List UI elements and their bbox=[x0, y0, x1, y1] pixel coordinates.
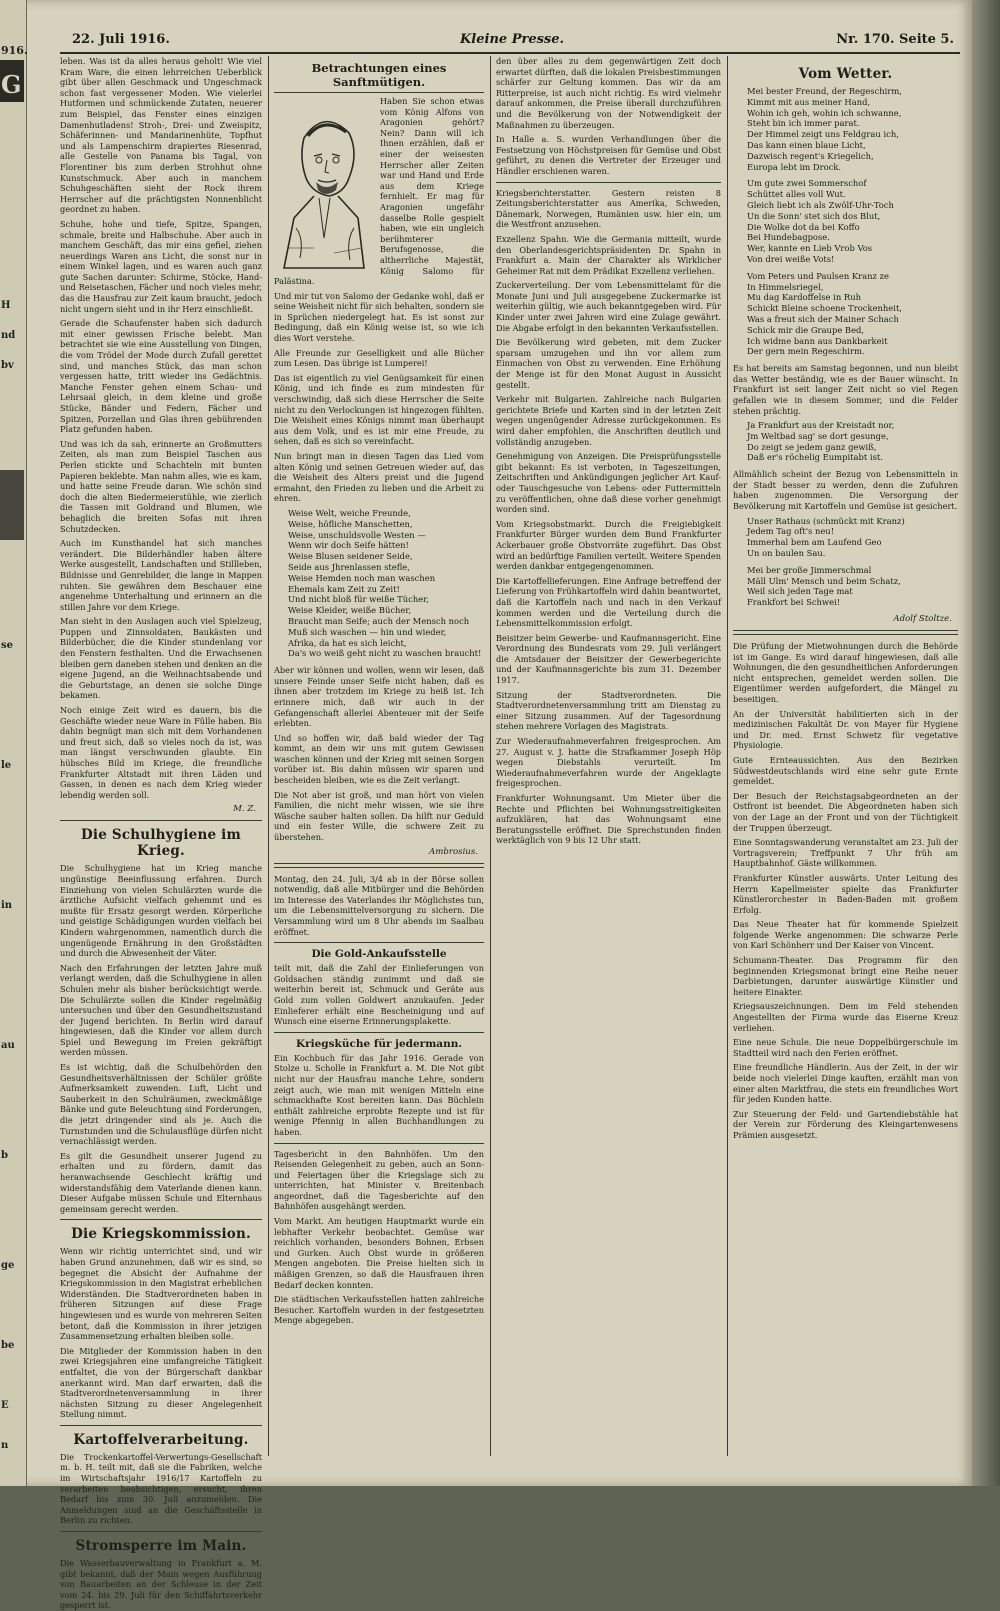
poem-line: Mu dag Kardoffelse in Ruh bbox=[747, 292, 861, 303]
paragraph: Man sieht in den Auslagen auch viel Spielzeug, Puppen und Zinnsoldaten, Baukästen und Bilderbücher, die die Kinder stundenlang vor den Fenstern festhalten. Und die Erwachsenen bleiben gern daneben stehen und denken an die eigene Jugend, an die Weihnachtsabende und die Geburtstage, an denen sie solche Dinge bekamen. bbox=[60, 616, 262, 701]
poem-line: Was a freut sich der Mainer Schach bbox=[747, 313, 899, 324]
column-rule bbox=[727, 56, 728, 1456]
news-universitaet: An der Universität habilitierten sich in der medizinischen Fakultät Dr. von Mayer für Hygiene und Dr. med. Ernst Schwetz für vegetative Physiologie. bbox=[733, 708, 958, 751]
spine-fragment: E bbox=[1, 1400, 9, 1411]
paragraph: Tagesbericht in den Bahnhöfen. Um den Reisenden Gelegenheit zu geben, auch an Sonn- und Feiertagen über die Kriegslage sich zu unterrichten, hat Minister v. Breitenbach angeordnet, daß die Tagesberichte auf den Bahnhöfen ausgehängt werden. bbox=[274, 1148, 484, 1212]
headline-kriegskommission: Die Kriegskommission. bbox=[71, 1226, 251, 1243]
poem-line: Unser Rathaus (schmückt mit Kranz) bbox=[747, 515, 905, 526]
poem-line: Weil sich jeden Tage mat bbox=[747, 586, 853, 597]
paragraph: Es ist wichtig, daß die Schulbehörden den Gesundheitsverhältnissen der Schüler größte Aufmerksamkeit zuwenden. Luft, Licht und Sauberkeit in den Schulräumen, zweckmäßige Bänke und gute Beleuchtung sind Forderungen, die jetzt dringender sind als je. Auch die Turnstunden und die Schulausflüge dürfen nicht vernachlässigt werden. bbox=[60, 1062, 262, 1147]
poem-line: Schickt Bleine schoene Trockenheit, bbox=[747, 303, 902, 314]
article-shop-windows bbox=[60, 56, 262, 814]
poem-line: Seide aus Jhrenlassen stefle, bbox=[288, 561, 410, 572]
paragraph: Wenn wir richtig unterrichtet sind, und wir haben Grund anzunehmen, daß wir es sind, so begegnet die Absicht der Aufnahme der Kriegskommission in den Magistrat erheblichen Widerständen. Die Stadtverordneten haben in früheren Sitzungen auf diese Frage hingewiesen und es wurde von mehreren Seiten betont, daß die Kommission in ihrer jetzigen Zusammensetzung erhalten bleiben solle. bbox=[60, 1246, 262, 1342]
paragraph: Und so hoffen wir, daß bald wieder der Tag kommt, an dem wir uns mit gutem Gewissen waschen können und der Krieg mit seinen Sorgen vorüber ist. Bis dahin müssen wir sparen und bescheiden bleiben, wie es die Zeit verlangt. bbox=[274, 732, 484, 786]
column-2 bbox=[274, 56, 484, 1476]
paragraph: Die städtischen Verkaufsstellen hatten zahlreiche Besucher. Kartoffeln wurden in der festgesetzten Menge abgegeben. bbox=[274, 1294, 484, 1326]
author-signature: M. Z. bbox=[233, 804, 256, 815]
poem-line: Jm Weltbad sag' se dort gesunge, bbox=[747, 430, 889, 441]
poem-line: Afrika, da hat es sich leicht, bbox=[288, 637, 407, 648]
spine-fragment: in bbox=[1, 900, 13, 911]
poem-line: In Himmelsriegel, bbox=[747, 281, 824, 292]
spine-fragment: H bbox=[1, 300, 11, 311]
paragraph: Die Not aber ist groß, und man hört von vielen Familien, die nicht mehr wissen, wie sie ihre Wäsche sauber halten sollen. Da hilft nur Geduld und ein fester Wille, die schwere Zeit zu überstehen. bbox=[274, 789, 484, 843]
paragraph: Die Prüfung der Mietwohnungen durch die Behörde ist im Gange. Es wird darauf hingewiesen, daß alle Wohnungen, die den gesundheitlichen Anforderungen nicht entsprechen, gemeldet werden sollen. Die Eigentümer werden aufgefordert, die Mängel zu beseitigen. bbox=[733, 641, 958, 704]
poem-line: Weise Hemden noch man waschen bbox=[288, 572, 436, 583]
binding-strip bbox=[0, 0, 27, 1486]
paragraph: leben. Was ist da alles heraus geholt! Wie viel Kram Ware, die einen lehrreichen Ueberblick gibt über allen Geschmack und Ungeschmack schon fast vergessener Moden. Wie vielerlei Hutformen und schmückende Zutaten, neuerer zum Beispiel, das Fenster eines einzigen Damenhutladens! Stroh-, Drei- und Zweispitz, Schäferinnen- und Mandarinenhüte, Topfhut und als Lampenschirm drapiertes Riesenrad, alle Gestelle von Panama bis Tagal, von Florentiner bis zum derben Strohhut ohne Kunstschmuck. Aber auch in manchem Schuhgeschäften sieht der Rock ihrem Herrscher auf die prächtigsten Nonnenblicht geordnet zu haben. bbox=[60, 56, 262, 215]
paragraph: Vom Markt. Am heutigen Hauptmarkt wurde ein lebhafter Verkehr beobachtet. Gemüse war reichlich vorhanden, besonders Bohnen, Erbsen und Gurken. Auch Obst wurde in größeren Mengen angeboten. Die Preise hielten sich in mäßigen Grenzen, so daß die Hausfrauen ihren Bedarf decken konnten. bbox=[274, 1216, 484, 1290]
poem-seife bbox=[274, 508, 484, 659]
paragraph: Das ist eigentlich zu viel Genügsamkeit für einen König, und ich finde es zum mindesten für verschwindig, daß sich diese Herrscher die Seite nicht zu den Verlockungen ist hingezogen fühlten. Die Weisheit eines Königs nimmt man überhaupt aus dem Volk, und es ist mir eine Freude, zu sehen, daß es sich so vereinfacht. bbox=[274, 372, 484, 447]
poem-line: Braucht man Seife; auch der Mensch noch bbox=[288, 615, 470, 626]
spine-fragment: nd bbox=[1, 330, 16, 341]
paragraph: Haben Sie schon etwas vom König Alfons von Aragonien gehört? Nein? Dann will ich Ihnen erzählen, daß er einer der weisesten Herrscher aller Zeiten war und Hand und Erde aus dem Kriege fernhielt. Er mag für Aragonien ungefähr dasselbe Rolle gespielt haben, wie ein ungleich berühmterer Berufsgenosse, die altherrliche Majestät, König Salomo für Palästina. bbox=[274, 96, 484, 287]
news-zuckerverteilung: Zuckerverteilung. Der vom Lebensmittelamt für die Monate Juni und Juli ausgegebene Zuckermarke ist weiterhin gültig, wie auch bekanntgegeben wird. Für Kinder unter zwei Jahren wird eine Zulage gewährt. Die Abgabe erfolgt in den bekannten Verkaufsstellen. bbox=[496, 280, 721, 333]
paragraph: Die Wasserbauverwaltung in Frankfurt a. M. gibt bekannt, daß der Main wegen Ausführung von Bauarbeiten an der Schleuse in der Zeit vom 24. bis 29. Juli für den Schiffahrtsverkehr gesperrt ist. bbox=[60, 1558, 262, 1611]
news-felddiebstaehle: Zur Steuerung der Feld- und Gartendiebstähle hat der Verein zur Förderung des Kleingartenwesens Prämien ausgesetzt. bbox=[733, 1108, 958, 1140]
issue-number: Nr. 170. Seite 5. bbox=[836, 32, 954, 47]
poem-line: Muß sich waschen — hin und wieder, bbox=[288, 626, 447, 637]
poem-line: Mei bester Freund, der Regeschirm, bbox=[747, 86, 902, 96]
spine-dark-block bbox=[0, 470, 24, 540]
poem-line: Weise Welt, weiche Freunde, bbox=[288, 507, 411, 518]
poem-line: Bei Hundebagpose. bbox=[747, 232, 830, 243]
poem-line: Ehemals kam Zeit zu Zeit! bbox=[288, 583, 400, 594]
news-wiederaufnahme: Zur Wiederaufnahmeverfahren freigesprochen. Am 27. August v. J. hatte die Strafkammer Joseph Höp wegen Diebstahls verurteilt. Im Wiederaufnahmeverfahren wurde der Angeklagte freigesprochen. bbox=[496, 736, 721, 789]
poem-line: Europa lebt im Drock. bbox=[747, 161, 842, 172]
headline-schulhygiene: Die Schulhygiene im Krieg. bbox=[81, 827, 241, 860]
poem-line: Mei ber große Jimmerschmal bbox=[747, 564, 872, 575]
headline-kriegskueche: Kriegsküche für jedermann. bbox=[295, 1037, 463, 1050]
divider bbox=[60, 1425, 262, 1426]
spine-fragment: be bbox=[1, 1340, 15, 1351]
spine-fragment: se bbox=[1, 640, 13, 651]
poem-line: Weise Kleider, weiße Bücher, bbox=[288, 605, 412, 616]
poem-line: Das kann einen blaue Licht, bbox=[747, 139, 866, 150]
poem-line: Ich widme bann aus Dankbarkeit bbox=[747, 335, 888, 346]
paragraph: den über alles zu dem gegenwärtigen Zeit doch erwartet dürften, daß die lokalen Preisbestimmungen schärfer zur Geltung kommen. Das wir da am Ritterpreise, ist auch nicht richtig. Es wird vielmehr darauf ankommen, die Preise überall durchzuführen und die Bevölkerung von der Notwendigkeit der Maßnahmen zu überzeugen. bbox=[496, 56, 721, 130]
news-beisitzer: Beisitzer beim Gewerbe- und Kaufmannsgericht. Eine Verordnung des Bundesrats vom 29. Juli verlängert die Amtsdauer der Beisitzer der Gewerbegerichte und der Kaufmannsgerichte bis zum 31. Dezember 1917. bbox=[496, 632, 721, 686]
column-rule bbox=[268, 56, 269, 1456]
paragraph: Die Bevölkerung wird gebeten, mit dem Zucker sparsam umzugehen und ihn vor allem zum Einmachen von Obst zu verwenden. Eine Erhöhung der Menge ist für den Monat August in Aussicht gestellt. bbox=[496, 337, 721, 390]
headline-gold-ankaufsstelle: Die Gold-Ankaufsstelle bbox=[311, 948, 447, 961]
portrait-illustration bbox=[274, 98, 374, 268]
news-kuenstler: Frankfurter Künstler auswärts. Unter Leitung des Herrn Kapellmeister spielte das Frankfurter Künstlerorchester in Baden-Baden mit großem Erfolg. bbox=[733, 872, 958, 915]
spine-fragment: ge bbox=[1, 1260, 15, 1271]
poem-line: Frankfort bei Schwei! bbox=[747, 597, 841, 608]
paragraph: Montag, den 24. Juli, 3/4 ab in der Börse sollen notwendig, daß alle Mitbürger und die Behörden im Interesse des Vaterlandes ihr Möglichstes tun, um die Lebensmittelversorgung zu sichern. Die Versammlung wird um 8 Uhr abends im Saalbau eröffnet. bbox=[274, 873, 484, 937]
poem-line: Jedem Tag oft's neu! bbox=[747, 526, 835, 537]
paragraph: Alle Freunde zur Geselligkeit und alle Bücher zum Lesen. Das übrige ist Lumperei! bbox=[274, 347, 484, 369]
poem-line: Schüttet alles voll Wut. bbox=[747, 189, 846, 200]
poem-rathaus bbox=[733, 516, 958, 608]
news-bulgarien: Verkehr mit Bulgarien. Zahlreiche nach Bulgarien gerichtete Briefe und Karten sind in der letzten Zeit wegen ungenügender Adresse zurückgekommen. Es wird daher empfohlen, die Anschriften deutlich und vollständig anzugeben. bbox=[496, 394, 721, 447]
paragraph: teilt mit, daß die Zahl der Einlieferungen von Goldsachen ständig zunimmt und daß sie weiterhin bereit ist, Schmuck und Geräte aus Gold zum vollen Goldwert anzukaufen. Jeder Einlieferer erhält eine Bescheinigung und auf Wunsch eine eiserne Erinnerungsplakette. bbox=[274, 963, 484, 1027]
headline-vom-wetter: Vom Wetter. bbox=[798, 66, 893, 82]
poem-line: Mäll Ulm' Mensch und beim Schatz, bbox=[747, 575, 901, 586]
poem-line: Un on baulen Sau. bbox=[747, 548, 826, 559]
poem-line: Die Wolke dot da bei Koffo bbox=[747, 221, 860, 232]
poem-line: Um gute zwei Sommerschof bbox=[747, 178, 867, 189]
double-divider bbox=[733, 630, 958, 635]
paragraph: Die Mitglieder der Kommission haben in den zwei Kriegsjahren eine umfangreiche Tätigkeit entfaltet, die von der Bürgerschaft dankbar anerkannt wird. Man darf erwarten, daß die Stadtverordnetenversammlung in ihrer nächsten Sitzung zu dieser Angelegenheit Stellung nimmt. bbox=[60, 1345, 262, 1420]
news-sonntagswanderung: Eine Sonntagswanderung veranstaltet am 23. Juli der Vortragsverein; Treffpunkt 7 Uhr früh am Hauptbahnhof. Gäste willkommen. bbox=[733, 837, 958, 869]
paragraph: Die Trockenkartoffel-Verwertungs-Gesellschaft m. b. H. teilt mit, daß sie die Fabriken, welche im Wirtschaftsjahr 1916/17 Kartoffeln zu verarbeiten beabsichtigen, ersucht, ihren Bedarf bis zum 30. Juli anzumelden. Die Anmeldungen sind an die Geschäftsstelle in Berlin zu richten. bbox=[60, 1451, 262, 1526]
newspaper-title: Kleine Presse. bbox=[460, 32, 565, 47]
poem-line: Kimmt mit aus meiner Hand, bbox=[747, 96, 871, 107]
paragraph: Es gilt die Gesundheit unserer Jugend zu erhalten und zu fördern, damit das heranwachsende Geschlecht kräftig und widerstandsfähig dem Vaterlande dienen kann. Dieser Aufgabe müssen Schule und Elternhaus gemeinsam gerecht werden. bbox=[60, 1150, 262, 1214]
poem-line: Daß er's röchelig Eumpitabt ist. bbox=[747, 452, 883, 463]
divider bbox=[274, 942, 484, 943]
poem-line: Immerhal bem am Laufend Geo bbox=[747, 537, 882, 548]
poem-line: Steht bin ich immer parat. bbox=[747, 118, 860, 129]
poem-wetter bbox=[733, 86, 958, 357]
news-haendlerin: Eine freundliche Händlerin. Aus der Zeit, in der wir beide noch vielerlei Dinge kauften, erzählt man von einer alten Marktfrau, die stets ein freundliches Wort für jeden Kunden hatte. bbox=[733, 1062, 958, 1105]
paragraph: Aber wir können und wollen, wenn wir lesen, daß unsere Feinde unser Seife nicht haben, daß es ihnen aber trotzdem im Kriege zu heiß ist. Ich erinnere mich, daß wir auch in der Gefangenschaft allerlei Abenteuer mit der Seife erlebten. bbox=[274, 665, 484, 729]
news-ernte: Gute Ernteaussichten. Aus den Bezirken Südwestdeutschlands wird eine sehr gute Ernte gemeldet. bbox=[733, 754, 958, 787]
poem-line: Weise, unschuldsvolle Westen — bbox=[288, 529, 426, 540]
news-wohnungsamt: Frankfurter Wohnungsamt. Um Mieter über die Rechte und Pflichten bei Wohnungsstreitigkeiten aufzuklären, hat das Wohnungsamt eine Beratungsstelle eröffnet. Die Sprechstunden finden werktäglich von 9 bis 12 Uhr statt. bbox=[496, 793, 721, 846]
author-signature: Ambrosius. bbox=[429, 846, 478, 857]
column-4 bbox=[733, 56, 958, 1476]
poem-line: Von drei weiße Vots! bbox=[747, 253, 835, 264]
divider bbox=[60, 1219, 262, 1220]
divider bbox=[60, 820, 262, 821]
news-sitzung: Sitzung der Stadtverordneten. Die Stadtverordnetenversammlung tritt am Dienstag zu einer Sitzung zusammen. Auf der Tagesordnung stehen mehrere Vorlagen des Magistrats. bbox=[496, 689, 721, 732]
poem-line: Do zeigt se jedem ganz gewiß, bbox=[747, 441, 877, 452]
paragraph: Es hat bereits am Samstag begonnen, und nun bleibt das Wetter beständig, wie es der Bauer wünscht. In Frankfurt ist seit langer Zeit nicht so viel Regen gefallen wie in diesem Sommer, und die Felder stehen prächtig. bbox=[733, 363, 958, 416]
divider bbox=[496, 182, 721, 183]
paragraph: Gerade die Schaufenster haben sich dadurch mit einer gewissen Frische belebt. Man betrachtet sie wie eine Ausstellung von Dingen, die vom Trödel der Mode durch Zufall gerettet sind, und manches Stück, das man schon vergessen hatte, tritt wieder ins Gedächtnis. Manche Fenster gehen einem Schau- und Lehrsaal gleich, in dem kleine und große Stücke, Bänder und Federn, Fächer und Spitzen, Porzellan und Glas ihren gebührenden Platz gefunden haben. bbox=[60, 318, 262, 435]
spine-fragment: G bbox=[1, 70, 22, 99]
poem-line: Der Himmel zeigt uns Feldgrau ich, bbox=[747, 129, 899, 140]
poem-line: Weise, höfliche Manschetten, bbox=[288, 518, 413, 529]
paragraph: Und mir tut von Salomo der Gedanke wohl, daß er seine Weisheit nicht für sich behalten, sondern sie in Sprüchen niedergelegt hat. Es ist sonst zur Bedingung, daß ein König weise ist, so wie ich dies Wort verstehe. bbox=[274, 290, 484, 344]
poem-line: Der gern mein Regeschirm. bbox=[747, 346, 865, 357]
news-kriegsobstmarkt: Vom Kriegsobstmarkt. Durch die Freigiebigkeit Frankfurter Bürger wurden dem Bund Frankfurter Ackerbauer große Obstvorräte zugeführt. Das Obst wird an bedürftige Familien verteilt. Weitere Spenden werden dankbar entgegengenommen. bbox=[496, 518, 721, 572]
paragraph: Allmählich scheint der Bezug von Lebensmitteln in der Stadt besser zu werden, denn die Zufuhren haben zugenommen. Die Versorgung der Bevölkerung mit Kartoffeln und Gemüse ist gesichert. bbox=[733, 469, 958, 512]
poem-line: Gleich liebt ich als Zwölf-Uhr-Toch bbox=[747, 199, 894, 210]
spine-fragment: le bbox=[1, 760, 12, 771]
divider bbox=[60, 1531, 262, 1532]
poem-line: Wenn wir doch Seife hätten! bbox=[288, 540, 409, 551]
poem-kreistadt bbox=[733, 420, 958, 463]
headline-betrachtungen: Betrachtungen eines Sanftmütigen. bbox=[274, 61, 484, 93]
column-1 bbox=[60, 56, 262, 1611]
poem-line: Wer, kannte en Lieb Vrob Vos bbox=[747, 243, 873, 254]
news-kriegsauszeichnungen: Kriegsauszeichnungen. Dem im Feld stehenden Angestellten der Firma wurde das Eiserne Kreuz verliehen. bbox=[733, 1001, 958, 1033]
divider bbox=[274, 1032, 484, 1033]
poem-line: Weise Blusen seidener Seide, bbox=[288, 551, 413, 562]
news-neues-theater: Das Neue Theater hat für kommende Spielzeit folgende Werke angenommen: Die schwarze Perle von Karl Schönherr und Der Kaiser von Vincent. bbox=[733, 919, 958, 951]
paragraph: Ein Kochbuch für das Jahr 1916. Gerade von Stolze u. Scholle in Frankfurt a. M. Die Not gibt nicht nur der Hausfrau manche Lehre, sondern zeigt auch, wie man mit wenigen Mitteln eine schmackhafte Kost bereiten kann. Das Büchlein enthält zahlreiche erprobte Rezepte und ist für wenige Pfennig in allen Buchhandlungen zu haben. bbox=[274, 1052, 484, 1137]
author-signature: Adolf Stoltze. bbox=[893, 614, 952, 625]
spine-fragment: 916. bbox=[1, 44, 28, 57]
double-divider bbox=[274, 863, 484, 868]
poem-line: Un die Sonn' stet sich dos Blut, bbox=[747, 210, 881, 221]
poem-line: Schick mir die Graupe Bed, bbox=[747, 324, 865, 335]
news-anzeigen: Genehmigung von Anzeigen. Die Preisprüfungsstelle gibt bekannt: Es ist verboten, in Tageszeitungen, Zeitschriften und Ankündigungen jeglicher Art Kauf- oder Tauschgesuche von Lebens- oder Futtermitteln zu veröffentlichen, ohne daß diese vorher genehmigt worden sind. bbox=[496, 451, 721, 515]
paragraph: Nun bringt man in diesen Tagen das Lied vom alten König und seinen Getreuen wieder auf, das die Weisheit des Alters preist und die Jugend ermahnt, den Frieden zu lieben und die Arbeit zu ehren. bbox=[274, 451, 484, 504]
paragraph: Schuhe, hohe und tiefe, Spitze, Spangen, schmale, breite und Halbschuhe. Aber auch in manchem Geschäft, das mir eins gefiel, ziehen neuerdings Waren ans Licht, die sonst nur in einem Winkel lagen, und es waren auch ganz gute Sachen darunter: Schirme, Stöcke, Hand- und Reisetaschen, Fächer und noch vieles mehr, das die Hausfrau zur Zeit kaum braucht, jedoch nicht ungern sieht und in ihr Herz einschließt. bbox=[60, 218, 262, 314]
column-3 bbox=[496, 56, 721, 1476]
spine-fragment: n bbox=[1, 1440, 9, 1451]
paragraph: Noch einige Zeit wird es dauern, bis die Geschäfte wieder neue Ware in Fülle haben. Bis dahin begnügt man sich mit dem Vorhandenen und freut sich, daß so vieles noch da ist, was man längst verschwunden glaubte. Ein hübsches Bild im Kriege, die freundliche Frankfurter Altstadt mit ihren Läden und Gassen, in denen es nach dem Krieg wieder lebendig werden soll. bbox=[60, 705, 262, 800]
paragraph: Nach den Erfahrungen der letzten Jahre muß verlangt werden, daß die Schulhygiene in allen Schulen mehr als bisher berücksichtigt werde. Die Schulärzte sollen die Kinder regelmäßig untersuchen und über den Gesundheitszustand der Jugend berichten. In Berlin wird darauf hingewiesen, daß die Kinder vor allem durch Spiel und Bewegung im Freien gekräftigt werden müssen. bbox=[60, 962, 262, 1058]
issue-date: 22. Juli 1916. bbox=[72, 32, 170, 47]
news-spahn: Exzellenz Spahn. Wie die Germania mitteilt, wurde den Oberlandesgerichtspräsidenten Dr. Spahn in Frankfurt a. Main der Charakter als Wirklicher Geheimer Rat mit dem Prädikat Exzellenz verliehen. bbox=[496, 233, 721, 276]
paragraph: Und was ich da sah, erinnerte an Großmutters Zeiten, als man zum Beispiel Taschen aus Perlen stickte und Schachteln mit bunten Papieren beklebte. Man nahm alles, wie es kam, und hatte seine Freude daran. Wie schön sind doch die alten Biedermeierstühle, wie zierlich die Tassen mit Goldrand und Blumen, wie behaglich die breiten Sofas mit ihren Schutzdecken. bbox=[60, 438, 262, 534]
news-kartoffellieferungen: Die Kartoffellieferungen. Eine Anfrage betreffend der Lieferung von Frühkartoffeln wird dahin beantwortet, daß die Kartoffeln nach und nach in den Verkauf kommen werden und die Verteilung durch die Lebensmittelkommission erfolgt. bbox=[496, 575, 721, 629]
page-edge-shadow bbox=[972, 0, 1000, 1486]
spine-fragment: au bbox=[1, 1040, 15, 1051]
divider bbox=[274, 1143, 484, 1144]
news-neue-schule: Eine neue Schule. Die neue Doppelbürgerschule im Stadtteil wird nach den Ferien eröffnet. bbox=[733, 1037, 958, 1058]
news-schumann-theater: Schumann-Theater. Das Programm für den beginnenden Kriegsmonat bringt eine Reihe neuer Darbietungen, darunter auswärtige Künstler und heitere Einakter. bbox=[733, 955, 958, 997]
paragraph: In Halle a. S. wurden Verhandlungen über die Festsetzung von Höchstpreisen für Gemüse und Obst geführt, zu denen die Vertreter der Erzeuger und Händler erschienen waren. bbox=[496, 134, 721, 176]
news-ostfront: Der Besuch der Reichstagsabgeordneten an der Ostfront ist beendet. Die Abgeordneten haben sich von der Lage an der Front und von der Tüchtigkeit der Truppen überzeugt. bbox=[733, 790, 958, 833]
headline-stromsperre: Stromsperre im Main. bbox=[75, 1538, 247, 1555]
poem-line: Ja Frankfurt aus der Kreistadt nor, bbox=[747, 420, 895, 431]
column-rule bbox=[490, 56, 491, 1456]
paragraph: Die Schulhygiene hat im Krieg manche ungünstige Beeinflussung erfahren. Durch Einziehung von vielen Schulärzten wurde die ärztliche Aufsicht vielfach gehemmt und es mußte für Ersatz gesorgt werden. Körperliche und geistige Schädigungen wurden vielfach bei Kindern wahrgenommen, namentlich durch die ungenügende Ernährung in den Großstädten und durch die Abwesenheit der Väter. bbox=[60, 863, 262, 959]
news-kriegsberichterstatter: Kriegsberichterstatter. Gestern reisten 8 Zeitungsberichterstatter aus Amerika, Schweden, Dänemark, Norwegen, Rumänien usw. hier ein, um die Westfront anzusehen. bbox=[496, 187, 721, 230]
poem-line: Wohin ich geh, wohin ich schwanne, bbox=[747, 107, 902, 118]
page-header bbox=[60, 30, 960, 54]
headline-kartoffelverarbeitung: Kartoffelverarbeitung. bbox=[73, 1431, 249, 1448]
poem-line: Dazwisch regent's Kriegelich, bbox=[747, 150, 874, 161]
poem-line: Da's wo weiß geht nicht zu waschen braucht! bbox=[288, 648, 482, 659]
spine-fragment: bv bbox=[1, 360, 14, 371]
poem-line: Und nicht bloß für weiße Tücher, bbox=[288, 594, 429, 605]
poem-line: Vom Peters und Paulsen Kranz ze bbox=[747, 270, 889, 281]
spine-fragment: b bbox=[1, 1150, 8, 1161]
paragraph: Auch im Kunsthandel hat sich manches verändert. Die Bilderhändler haben ältere Werke ausgestellt, Landschaften und Stillleben, Bildnisse und Genrebilder, die lange in Mappen ruhten. Sie gewähren dem Beschauer eine angenehme Unterhaltung und erinnern an die stillen Jahre vor dem Kriege. bbox=[60, 538, 262, 612]
